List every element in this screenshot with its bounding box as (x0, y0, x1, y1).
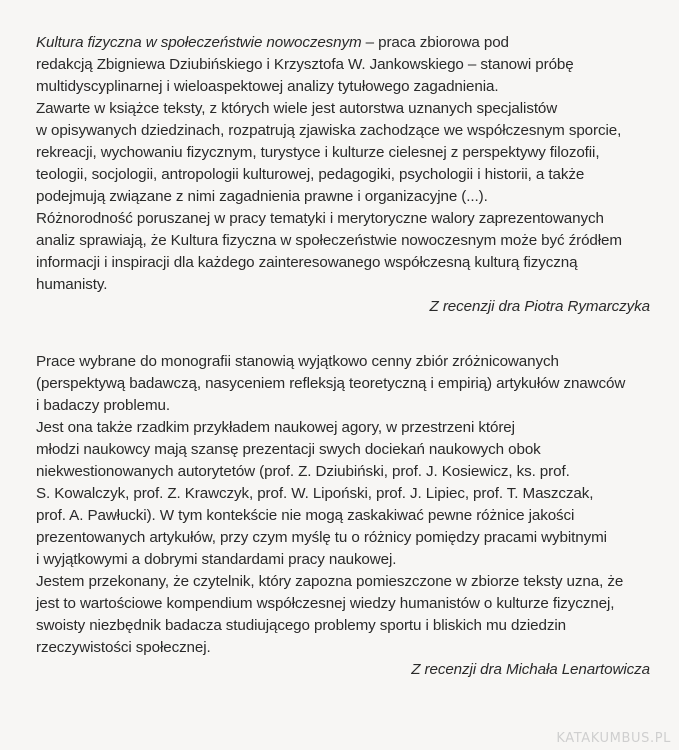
review-1-line: rekreacji, wychowaniu fizycznym, turystyce i kulturze cielesnej z perspektywy filozofii, (36, 144, 600, 161)
review-1-line: w opisywanych dziedzinach, rozpatrują zjawiska zachodzące we współczesnym sporcie, (36, 122, 622, 139)
review-1-line: Różnorodność poruszanej w pracy tematyki i merytoryczne walory zaprezentowanych (36, 210, 604, 227)
review-1-signature: Z recenzji dra Piotra Rymarczyka (429, 298, 650, 315)
review-1-line: analiz sprawiają, że Kultura fizyczna w społeczeństwie nowoczesnym może być źródłem (36, 232, 622, 249)
review-2-line: i wyjątkowymi a dobrymi standardami pracy naukowej. (36, 551, 397, 568)
review-1-line: multidyscyplinarnej i wieloaspektowej analizy tytułowego zagadnienia. (36, 78, 499, 95)
review-1-line: teologii, socjologii, antropologii kulturowej, pedagogiki, psychologii i historii, a także (36, 166, 585, 183)
review-2-line: (perspektywą badawczą, nasyceniem refleksją teoretyczną i empirią) artykułów znawców (36, 375, 626, 392)
review-2-line: Prace wybrane do monografii stanowią wyjątkowo cenny zbiór zróżnicowanych (36, 353, 559, 370)
review-1-line: informacji i inspiracji dla każdego zainteresowanego współczesną kulturą fizyczną (36, 254, 578, 271)
review-2-line: prezentowanych artykułów, przy czym myślę tu o różnicy pomiędzy pracami wybitnymi (36, 529, 607, 546)
review-2-line: S. Kowalczyk, prof. Z. Krawczyk, prof. W. Lipoński, prof. J. Lipiec, prof. T. Maszczak, (36, 485, 594, 502)
book-title-italic: Kultura fizyczna w społeczeństwie nowoczesnym (36, 34, 362, 51)
review-1-line: podejmują związane z nimi zagadnienia prawne i organizacyjne (...). (36, 188, 488, 205)
review-2-line: jest to wartościowe kompendium współczesnej wiedzy humanistów o kulturze fizycznej, (36, 595, 615, 612)
review-1-line-rest: – praca zbiorowa pod (361, 34, 509, 51)
review-2-signature: Z recenzji dra Michała Lenartowicza (411, 661, 650, 678)
review-1-line: humanisty. (36, 276, 108, 293)
watermark-text: KATAKUMBUS.PL (556, 731, 671, 746)
review-2-line: Jest ona także rzadkim przykładem naukowej agory, w przestrzeni której (36, 419, 515, 436)
review-2-line: swoisty niezbędnik badacza studiującego problemy sportu i bliskich mu dziedzin (36, 617, 566, 634)
section-spacer (36, 318, 656, 351)
review-2-line: niekwestionowanych autorytetów (prof. Z. Dziubiński, prof. J. Kosiewicz, ks. prof. (36, 463, 570, 480)
review-2-line: młodzi naukowcy mają szansę prezentacji swych dociekań naukowych obok (36, 441, 541, 458)
review-2-line: rzeczywistości społecznej. (36, 639, 211, 656)
review-2-line: i badaczy problemu. (36, 397, 171, 414)
review-1-line (36, 32, 656, 54)
review-1-line: Zawarte w książce teksty, z których wiele jest autorstwa uznanych specjalistów (36, 100, 558, 117)
review-2-line: prof. A. Pawłucki). W tym kontekście nie mogą zaskakiwać pewne różnice jakości (36, 507, 575, 524)
review-2-line: Jestem przekonany, że czytelnik, który zapozna pomieszczone w zbiorze teksty uzna, że (36, 573, 624, 590)
review-1-line: redakcją Zbigniewa Dziubińskiego i Krzysztofa W. Jankowskiego – stanowi próbę (36, 56, 574, 73)
reviews-text (36, 32, 656, 681)
